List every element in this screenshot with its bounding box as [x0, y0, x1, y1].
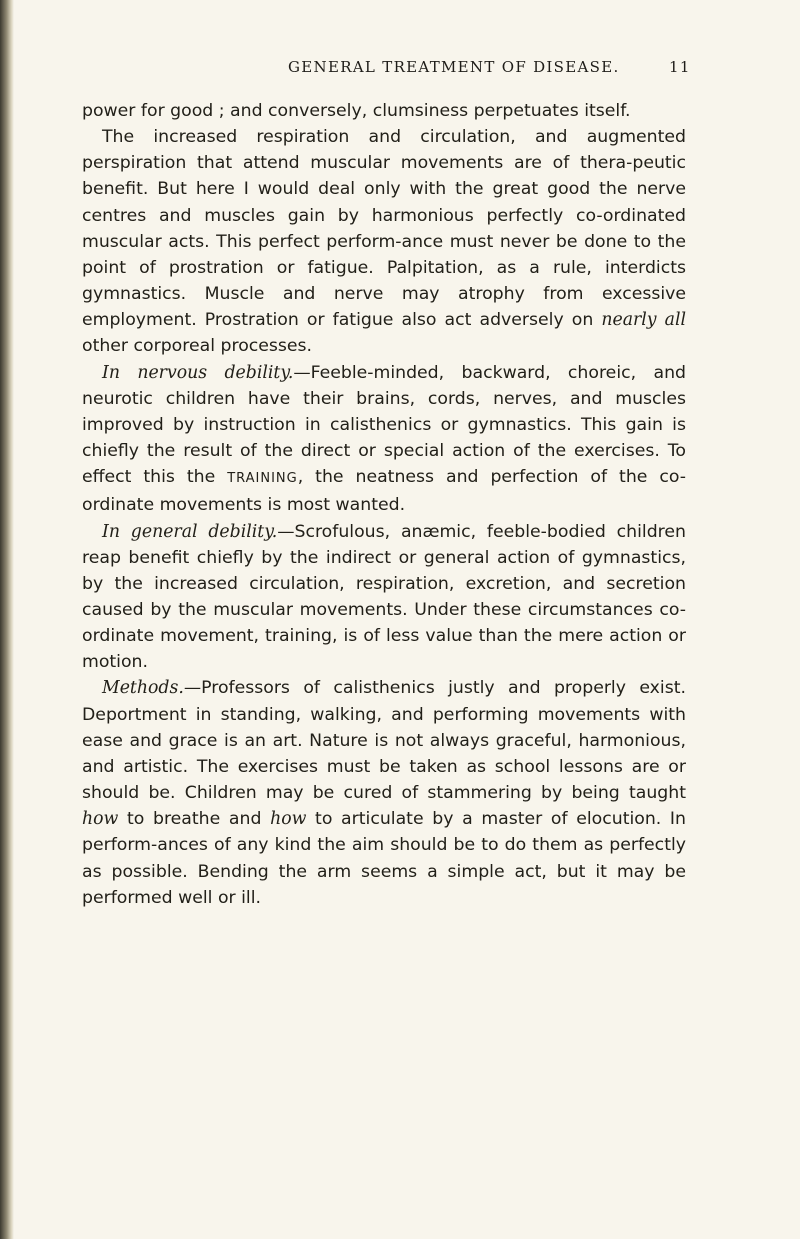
paragraph-text: —Professors of calisthenics justly and properly exist. Deportment in standing, walking, and performing movements with ease and grace is an art. Nature is not always graceful, harmonious, and artistic. The exercises must be taken as school lessons are or should be. Children may be cured of stammering by being taught	[82, 678, 686, 804]
page-binding-shadow	[0, 0, 14, 1239]
running-head: GENERAL TREATMENT OF DISEASE.	[288, 58, 620, 76]
paragraph-1	[82, 98, 686, 124]
section-heading-general-debility: In general debility.	[102, 521, 278, 542]
paragraph-3	[82, 360, 686, 519]
page-number: 11	[669, 58, 691, 76]
paragraph-text: —Feeble-minded, backward, choreic, and neurotic children have their brains, cords, nerves, and muscles improved by instruction in calisthenics or gymnastics. This gain is chiefly the result of the direct or special action of the exercises. To effect this the	[82, 362, 686, 488]
section-heading-nervous-debility: In nervous debility.	[102, 362, 294, 383]
italic-emphasis: nearly all	[601, 310, 687, 331]
paragraph-text: , the neatness and perfection of the co-ordinate movements is most wanted.	[82, 467, 686, 516]
page-header	[0, 58, 800, 82]
paragraph-2	[82, 124, 686, 359]
paragraph-text: power for good ; and conversely, clumsiness perpetuates itself.	[82, 101, 631, 121]
italic-emphasis: how	[270, 809, 307, 830]
paragraph-text: —Scrofulous, anæmic, feeble-bodied children reap benefit chiefly by the indirect or general action of gymnastics, by the increased circulation, respiration, excretion, and secretion caused by the muscular movements. Under these circumstances co-ordinate movement, training, is of less value than the mere action or motion.	[82, 521, 686, 673]
small-caps-term: TRAINING	[227, 471, 298, 487]
body-text	[82, 98, 686, 911]
paragraph-4	[82, 519, 686, 676]
section-heading-methods: Methods.	[102, 678, 184, 699]
paragraph-text: other corporeal processes.	[82, 336, 313, 357]
paragraph-text: The increased respiration and circulation, and augmented perspiration that attend muscular movements are of thera-peutic benefit. But here I would deal only with the great good the nerve centres and muscles gain by harmonious perfectly co-ordinated muscular acts. This perfect perform-ance must never be done to the point of prostration or fatigue. Palpitation, as a rule, interdicts gymnastics. Muscle and nerve may atrophy from excessive employment. Prostration or fatigue also act adversely on	[82, 127, 686, 331]
italic-emphasis: how	[82, 809, 119, 830]
paragraph-text: to breathe and	[118, 809, 271, 830]
paragraph-5	[82, 675, 686, 910]
paragraph-text: to articulate by a master of elocution. In perform-ances of any kind the aim should be to do them as perfectly as possible. Bending the arm seems a simple act, but it may be performed well or ill.	[82, 809, 686, 908]
